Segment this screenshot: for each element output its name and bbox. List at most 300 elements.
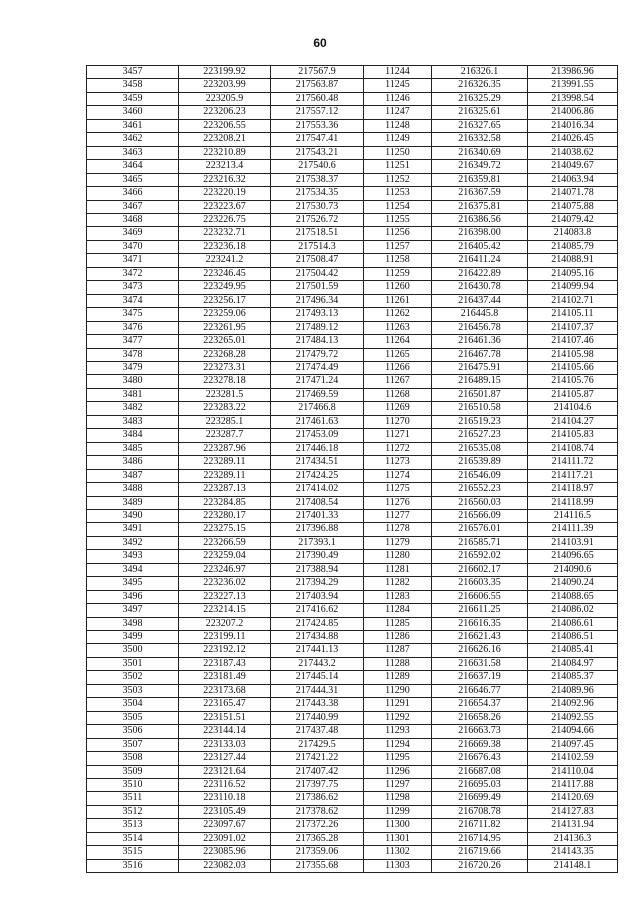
table-cell: 214006.86 (528, 106, 618, 119)
table-cell: 216552.23 (432, 483, 528, 496)
table-cell: 11300 (364, 819, 432, 832)
table-cell: 217479.72 (271, 348, 364, 361)
table-cell: 217534.35 (271, 187, 364, 200)
table-cell: 216422.89 (432, 267, 528, 280)
table-cell: 223199.92 (179, 66, 271, 79)
table-cell: 216445.8 (432, 308, 528, 321)
table-cell: 217396.88 (271, 523, 364, 536)
table-row (87, 335, 618, 348)
table-cell: 216527.23 (432, 429, 528, 442)
table-cell: 214117.88 (528, 779, 618, 792)
table-cell: 216386.56 (432, 213, 528, 226)
table-cell: 223199.11 (179, 631, 271, 644)
table-cell: 217567.9 (271, 66, 364, 79)
table-cell: 223097.67 (179, 819, 271, 832)
table-cell: 216510.58 (432, 402, 528, 415)
table-cell: 214092.96 (528, 698, 618, 711)
table-cell: 216699.49 (432, 792, 528, 805)
coordinates-table (86, 65, 618, 873)
table-cell: 11255 (364, 213, 432, 226)
table-cell: 214118.97 (528, 483, 618, 496)
table-cell: 11261 (364, 294, 432, 307)
table-cell: 214105.98 (528, 348, 618, 361)
table-cell: 11299 (364, 805, 432, 818)
table-cell: 216714.95 (432, 832, 528, 845)
table-cell: 223268.28 (179, 348, 271, 361)
table-cell: 216325.61 (432, 106, 528, 119)
table-cell: 3512 (87, 805, 179, 818)
table-cell: 214089.96 (528, 684, 618, 697)
table-cell: 216332.58 (432, 133, 528, 146)
table-cell: 217421.22 (271, 752, 364, 765)
table-cell: 3498 (87, 617, 179, 630)
table-cell: 216461.36 (432, 335, 528, 348)
table-cell: 216720.26 (432, 859, 528, 872)
table-cell: 3483 (87, 415, 179, 428)
table-cell: 223105.49 (179, 805, 271, 818)
table-cell: 216340.69 (432, 146, 528, 159)
table-cell: 3492 (87, 536, 179, 549)
table-row (87, 684, 618, 697)
table-cell: 217489.12 (271, 321, 364, 334)
table-cell: 214116.5 (528, 509, 618, 522)
table-cell: 3491 (87, 523, 179, 536)
table-cell: 223082.03 (179, 859, 271, 872)
table-row (87, 563, 618, 576)
table-cell: 3494 (87, 563, 179, 576)
table-cell: 11298 (364, 792, 432, 805)
table-cell: 216430.78 (432, 281, 528, 294)
table-cell: 216519.23 (432, 415, 528, 428)
table-cell: 11279 (364, 536, 432, 549)
table-cell: 214085.37 (528, 671, 618, 684)
table-cell: 11281 (364, 563, 432, 576)
table-cell: 3477 (87, 335, 179, 348)
table-cell: 11275 (364, 483, 432, 496)
table-cell: 3472 (87, 267, 179, 280)
table-cell: 216398.00 (432, 227, 528, 240)
table-cell: 11252 (364, 173, 432, 186)
table-cell: 217434.88 (271, 631, 364, 644)
table-cell: 216695.03 (432, 779, 528, 792)
table-cell: 223121.64 (179, 765, 271, 778)
table-cell: 217526.72 (271, 213, 364, 226)
table-cell: 223285.1 (179, 415, 271, 428)
table-cell: 216637.19 (432, 671, 528, 684)
table-row (87, 281, 618, 294)
table-cell: 216326.35 (432, 79, 528, 92)
table-cell: 223232.71 (179, 227, 271, 240)
table-cell: 217474.49 (271, 361, 364, 374)
table-cell: 3489 (87, 496, 179, 509)
table-cell: 213991.55 (528, 79, 618, 92)
table-cell: 217553.36 (271, 119, 364, 132)
table-cell: 11269 (364, 402, 432, 415)
table-cell: 3500 (87, 644, 179, 657)
table-cell: 223283.22 (179, 402, 271, 415)
table-cell: 216405.42 (432, 240, 528, 253)
table-cell: 217445.14 (271, 671, 364, 684)
table-row (87, 604, 618, 617)
table-cell: 11288 (364, 657, 432, 670)
table-cell: 11290 (364, 684, 432, 697)
table-cell: 223091.02 (179, 832, 271, 845)
table-row (87, 227, 618, 240)
table-cell: 214108.74 (528, 442, 618, 455)
table-cell: 216603.35 (432, 577, 528, 590)
table-cell: 214083.8 (528, 227, 618, 240)
table-cell: 216621.43 (432, 631, 528, 644)
table-cell: 223289.11 (179, 469, 271, 482)
table-cell: 223206.23 (179, 106, 271, 119)
table-cell: 11244 (364, 66, 432, 79)
table-cell: 11296 (364, 765, 432, 778)
table-cell: 11303 (364, 859, 432, 872)
table-cell: 217390.49 (271, 550, 364, 563)
table-cell: 217471.24 (271, 375, 364, 388)
table-row (87, 240, 618, 253)
table-row (87, 832, 618, 845)
table-row (87, 361, 618, 374)
table-cell: 216658.26 (432, 711, 528, 724)
table-cell: 217547.41 (271, 133, 364, 146)
table-row (87, 267, 618, 280)
table-cell: 223214.15 (179, 604, 271, 617)
table-row (87, 779, 618, 792)
table-cell: 223181.49 (179, 671, 271, 684)
table-cell: 3474 (87, 294, 179, 307)
table-row (87, 321, 618, 334)
table-cell: 3476 (87, 321, 179, 334)
table-cell: 217484.13 (271, 335, 364, 348)
table-cell: 11286 (364, 631, 432, 644)
table-cell: 214111.72 (528, 456, 618, 469)
table-cell: 217372.26 (271, 819, 364, 832)
table-row (87, 792, 618, 805)
table-cell: 217443.38 (271, 698, 364, 711)
table-cell: 3485 (87, 442, 179, 455)
table-cell: 11283 (364, 590, 432, 603)
table-cell: 3460 (87, 106, 179, 119)
table-cell: 217496.34 (271, 294, 364, 307)
table-cell: 11256 (364, 227, 432, 240)
table-cell: 216546.09 (432, 469, 528, 482)
table-row (87, 631, 618, 644)
table-cell: 11259 (364, 267, 432, 280)
table-row (87, 738, 618, 751)
table-cell: 3473 (87, 281, 179, 294)
table-cell: 3471 (87, 254, 179, 267)
table-cell: 11276 (364, 496, 432, 509)
table-cell: 217530.73 (271, 200, 364, 213)
table-cell: 223085.96 (179, 846, 271, 859)
table-row (87, 859, 618, 872)
table-row (87, 496, 618, 509)
table-cell: 3465 (87, 173, 179, 186)
table-cell: 217441.13 (271, 644, 364, 657)
table-cell: 11267 (364, 375, 432, 388)
table-cell: 11285 (364, 617, 432, 630)
table-cell: 214107.37 (528, 321, 618, 334)
table-cell: 214105.11 (528, 308, 618, 321)
table-cell: 223280.17 (179, 509, 271, 522)
table-cell: 216560.03 (432, 496, 528, 509)
table-cell: 11274 (364, 469, 432, 482)
table-cell: 217388.94 (271, 563, 364, 576)
table-cell: 214094.66 (528, 725, 618, 738)
table-cell: 223207.2 (179, 617, 271, 630)
table-cell: 223241.2 (179, 254, 271, 267)
table-cell: 3457 (87, 66, 179, 79)
table-cell: 3467 (87, 200, 179, 213)
table-cell: 3506 (87, 725, 179, 738)
table-cell: 216375.81 (432, 200, 528, 213)
table-cell: 216602.17 (432, 563, 528, 576)
table-cell: 214096.65 (528, 550, 618, 563)
table-cell: 217424.25 (271, 469, 364, 482)
table-cell: 216325.29 (432, 92, 528, 105)
table-cell: 223220.19 (179, 187, 271, 200)
table-cell: 216539.89 (432, 456, 528, 469)
table-cell: 3481 (87, 388, 179, 401)
table-row (87, 509, 618, 522)
table-cell: 3470 (87, 240, 179, 253)
table-cell: 217414.02 (271, 483, 364, 496)
table-cell: 217518.51 (271, 227, 364, 240)
table-cell: 3495 (87, 577, 179, 590)
table-cell: 214102.59 (528, 752, 618, 765)
table-cell: 216616.35 (432, 617, 528, 630)
table-row (87, 173, 618, 186)
table-cell: 217443.2 (271, 657, 364, 670)
table-cell: 11301 (364, 832, 432, 845)
table-row (87, 698, 618, 711)
table-cell: 11292 (364, 711, 432, 724)
table-cell: 11251 (364, 160, 432, 173)
table-row (87, 254, 618, 267)
table-cell: 3516 (87, 859, 179, 872)
table-row (87, 456, 618, 469)
table-cell: 11277 (364, 509, 432, 522)
table-cell: 216663.73 (432, 725, 528, 738)
table-cell: 217429.5 (271, 738, 364, 751)
table-cell: 216327.65 (432, 119, 528, 132)
table-row (87, 523, 618, 536)
table-row (87, 846, 618, 859)
table-cell: 11265 (364, 348, 432, 361)
table-cell: 11278 (364, 523, 432, 536)
table-cell: 217365.28 (271, 832, 364, 845)
table-cell: 223265.01 (179, 335, 271, 348)
table-row (87, 657, 618, 670)
table-cell: 3515 (87, 846, 179, 859)
table-cell: 223227.13 (179, 590, 271, 603)
table-cell: 217469.59 (271, 388, 364, 401)
table-cell: 214110.04 (528, 765, 618, 778)
table-cell: 11264 (364, 335, 432, 348)
table-row (87, 187, 618, 200)
table-cell: 223266.59 (179, 536, 271, 549)
table-cell: 214136.3 (528, 832, 618, 845)
table-cell: 3507 (87, 738, 179, 751)
table-cell: 217386.62 (271, 792, 364, 805)
table-cell: 217560.48 (271, 92, 364, 105)
table-cell: 214086.51 (528, 631, 618, 644)
table-cell: 223236.18 (179, 240, 271, 253)
table-cell: 3493 (87, 550, 179, 563)
table-cell: 11254 (364, 200, 432, 213)
table-cell: 217504.42 (271, 267, 364, 280)
table-cell: 214016.34 (528, 119, 618, 132)
table-cell: 216501.87 (432, 388, 528, 401)
table-cell: 223116.52 (179, 779, 271, 792)
table-cell: 3466 (87, 187, 179, 200)
table-cell: 214102.71 (528, 294, 618, 307)
table-cell: 217408.54 (271, 496, 364, 509)
table-cell: 11257 (364, 240, 432, 253)
table-cell: 214071.78 (528, 187, 618, 200)
table-cell: 216626.16 (432, 644, 528, 657)
table-cell: 217508.47 (271, 254, 364, 267)
table-cell: 3482 (87, 402, 179, 415)
table-row (87, 536, 618, 549)
table-cell: 216646.77 (432, 684, 528, 697)
table-cell: 11247 (364, 106, 432, 119)
table-cell: 3501 (87, 657, 179, 670)
table-cell: 223223.67 (179, 200, 271, 213)
table-row (87, 442, 618, 455)
table-cell: 216611.25 (432, 604, 528, 617)
table-row (87, 200, 618, 213)
table-cell: 216592.02 (432, 550, 528, 563)
table-cell: 217444.31 (271, 684, 364, 697)
table-cell: 214105.87 (528, 388, 618, 401)
table-row (87, 146, 618, 159)
table-row (87, 752, 618, 765)
table-cell: 223287.96 (179, 442, 271, 455)
table-cell: 11282 (364, 577, 432, 590)
table-cell: 216489.15 (432, 375, 528, 388)
table-cell: 223165.47 (179, 698, 271, 711)
table-cell: 3463 (87, 146, 179, 159)
table-cell: 223259.06 (179, 308, 271, 321)
table-cell: 217538.37 (271, 173, 364, 186)
table-cell: 217434.51 (271, 456, 364, 469)
table-cell: 217466.8 (271, 402, 364, 415)
table-cell: 3469 (87, 227, 179, 240)
table-row (87, 375, 618, 388)
table-cell: 216676.43 (432, 752, 528, 765)
table-cell: 217440.99 (271, 711, 364, 724)
table-cell: 214090.6 (528, 563, 618, 576)
table-row (87, 725, 618, 738)
table-cell: 216606.55 (432, 590, 528, 603)
table-cell: 217424.85 (271, 617, 364, 630)
table-cell: 11271 (364, 429, 432, 442)
table-cell: 216711.82 (432, 819, 528, 832)
table-cell: 3461 (87, 119, 179, 132)
table-cell: 223173.68 (179, 684, 271, 697)
table-cell: 11246 (364, 92, 432, 105)
table-cell: 11245 (364, 79, 432, 92)
table-cell: 223236.02 (179, 577, 271, 590)
table-cell: 223249.95 (179, 281, 271, 294)
table-cell: 214085.79 (528, 240, 618, 253)
table-cell: 214107.46 (528, 335, 618, 348)
table-cell: 216367.59 (432, 187, 528, 200)
table-cell: 3479 (87, 361, 179, 374)
table-cell: 223192.12 (179, 644, 271, 657)
table-cell: 3511 (87, 792, 179, 805)
table-cell: 11302 (364, 846, 432, 859)
table-cell: 11253 (364, 187, 432, 200)
table-row (87, 160, 618, 173)
table-cell: 214104.6 (528, 402, 618, 415)
table-cell: 11268 (364, 388, 432, 401)
table-cell: 216687.08 (432, 765, 528, 778)
table-cell: 11295 (364, 752, 432, 765)
table-cell: 214111.39 (528, 523, 618, 536)
table-cell: 3509 (87, 765, 179, 778)
table-row (87, 92, 618, 105)
table-cell: 223187.43 (179, 657, 271, 670)
table-cell: 3480 (87, 375, 179, 388)
table-cell: 214105.76 (528, 375, 618, 388)
table-cell: 214105.66 (528, 361, 618, 374)
table-cell: 214085.41 (528, 644, 618, 657)
table-cell: 213998.54 (528, 92, 618, 105)
table-cell: 11272 (364, 442, 432, 455)
table-row (87, 388, 618, 401)
table-row (87, 133, 618, 146)
table-cell: 223226.75 (179, 213, 271, 226)
table-row (87, 590, 618, 603)
table-cell: 217359.06 (271, 846, 364, 859)
table-cell: 3504 (87, 698, 179, 711)
table-cell: 217355.68 (271, 859, 364, 872)
table-cell: 223216.32 (179, 173, 271, 186)
table-cell: 214088.91 (528, 254, 618, 267)
table-cell: 216349.72 (432, 160, 528, 173)
table-cell: 11249 (364, 133, 432, 146)
table-cell: 3462 (87, 133, 179, 146)
table-cell: 217453.09 (271, 429, 364, 442)
table-cell: 217401.33 (271, 509, 364, 522)
table-cell: 11266 (364, 361, 432, 374)
table-row (87, 644, 618, 657)
table-cell: 3496 (87, 590, 179, 603)
table-cell: 11248 (364, 119, 432, 132)
table-row (87, 671, 618, 684)
table-cell: 216475.91 (432, 361, 528, 374)
table-cell: 11284 (364, 604, 432, 617)
table-cell: 3490 (87, 509, 179, 522)
table-cell: 216566.09 (432, 509, 528, 522)
page-number: 60 (313, 36, 327, 50)
table-cell: 216437.44 (432, 294, 528, 307)
table-cell: 216456.78 (432, 321, 528, 334)
table-cell: 217461.63 (271, 415, 364, 428)
table-cell: 217446.18 (271, 442, 364, 455)
table-cell: 216467.78 (432, 348, 528, 361)
table-row (87, 469, 618, 482)
table-cell: 223246.45 (179, 267, 271, 280)
table-cell: 223205.9 (179, 92, 271, 105)
table-cell: 214120.69 (528, 792, 618, 805)
table-cell: 11287 (364, 644, 432, 657)
table-cell: 3499 (87, 631, 179, 644)
table-cell: 223127.44 (179, 752, 271, 765)
